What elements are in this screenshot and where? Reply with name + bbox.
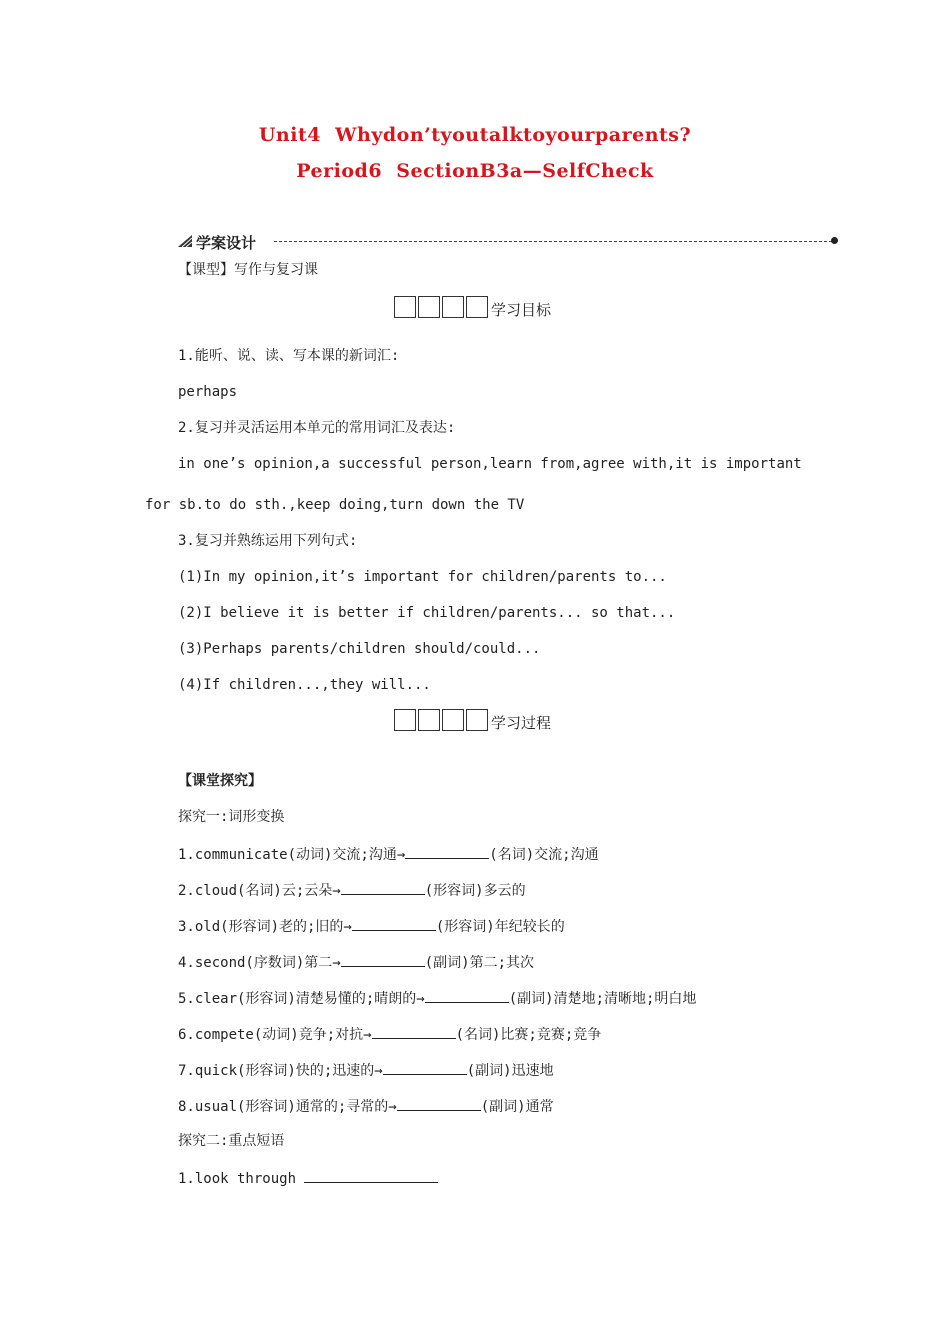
answer-blank[interactable] bbox=[372, 1024, 456, 1039]
triangle-stripes-icon bbox=[178, 235, 192, 247]
answer-blank[interactable] bbox=[425, 988, 509, 1003]
sentence-pattern-3: (3)Perhaps parents/children should/could... bbox=[178, 641, 541, 657]
heading-box bbox=[442, 709, 464, 731]
answer-blank[interactable] bbox=[383, 1060, 467, 1075]
heading-box bbox=[466, 296, 488, 318]
answer-blank[interactable] bbox=[341, 952, 425, 967]
phrase-item: 1.look through bbox=[178, 1168, 438, 1188]
process-heading-text: 学习过程 bbox=[491, 714, 552, 732]
objective-1-words: perhaps bbox=[178, 384, 238, 400]
explore-1-heading: 探究一:词形变换 bbox=[178, 809, 285, 825]
objective-2-words-cont: for sb.to do sth.,keep doing,turn down the TV bbox=[145, 497, 525, 513]
heading-box bbox=[394, 296, 416, 318]
sentence-pattern-1: (1)In my opinion,it’s important for children/parents to... bbox=[178, 569, 667, 585]
class-explore-heading: 【课堂探究】 bbox=[178, 773, 262, 789]
heading-box bbox=[466, 709, 488, 731]
heading-box bbox=[442, 296, 464, 318]
explore-2-heading: 探究二:重点短语 bbox=[178, 1133, 285, 1149]
exercise-item: 6.compete(动词)竞争;对抗→ (名词)比赛;竞赛;竞争 bbox=[178, 1024, 601, 1044]
section-header-bar bbox=[178, 232, 838, 252]
answer-blank[interactable] bbox=[397, 1096, 481, 1111]
divider-end-dot bbox=[831, 237, 838, 244]
answer-blank[interactable] bbox=[304, 1168, 438, 1183]
exercise-item: 5.clear(形容词)清楚易懂的;晴朗的→ (副词)清楚地;清晰地;明白地 bbox=[178, 988, 696, 1008]
answer-blank[interactable] bbox=[352, 916, 436, 931]
heading-box bbox=[394, 709, 416, 731]
document-title: Unit4 Whydon’tyoutalktoyourparents? bbox=[258, 124, 692, 146]
document-subtitle: Period6 SectionB3a—SelfCheck bbox=[296, 160, 654, 182]
heading-box bbox=[418, 709, 440, 731]
dashed-divider bbox=[274, 241, 832, 242]
exercise-item: 7.quick(形容词)快的;迅速的→ (副词)迅速地 bbox=[178, 1060, 554, 1080]
exercise-item: 2.cloud(名词)云;云朵→ (形容词)多云的 bbox=[178, 880, 526, 900]
exercise-item: 8.usual(形容词)通常的;寻常的→ (副词)通常 bbox=[178, 1096, 554, 1116]
heading-box bbox=[418, 296, 440, 318]
exercise-item: 1.communicate(动词)交流;沟通→ (名词)交流;沟通 bbox=[178, 844, 599, 864]
exercise-item: 3.old(形容词)老的;旧的→ (形容词)年纪较长的 bbox=[178, 916, 565, 936]
objective-1: 1.能听、说、读、写本课的新词汇: bbox=[178, 348, 400, 364]
sentence-pattern-4: (4)If children...,they will... bbox=[178, 677, 431, 693]
section-label: 学案设计 bbox=[196, 234, 257, 252]
objective-2-words: in one’s opinion,a successful person,learn from,agree with,it is important bbox=[178, 456, 802, 472]
objectives-heading-text: 学习目标 bbox=[491, 301, 552, 319]
exercise-item: 4.second(序数词)第二→ (副词)第二;其次 bbox=[178, 952, 534, 972]
sentence-pattern-2: (2)I believe it is better if children/parents... so that... bbox=[178, 605, 676, 621]
objective-2: 2.复习并灵活运用本单元的常用词汇及表达: bbox=[178, 420, 456, 436]
answer-blank[interactable] bbox=[341, 880, 425, 895]
answer-blank[interactable] bbox=[405, 844, 489, 859]
objective-3: 3.复习并熟练运用下列句式: bbox=[178, 533, 358, 549]
course-type: 【课型】写作与复习课 bbox=[178, 262, 318, 278]
